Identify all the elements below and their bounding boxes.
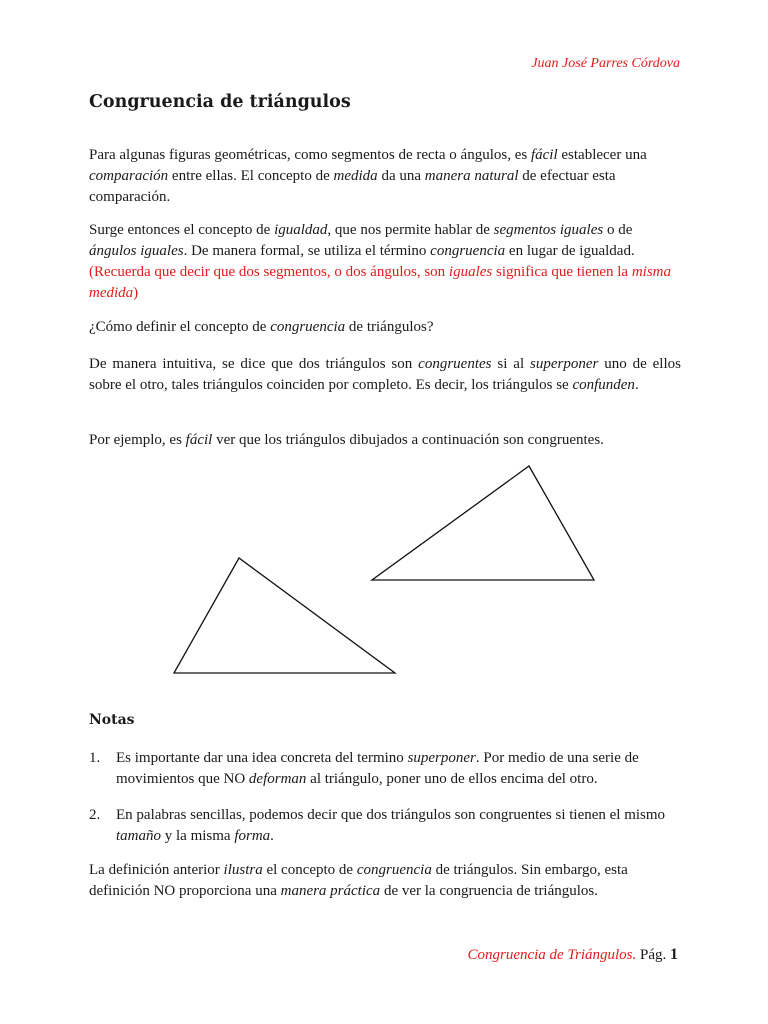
page-title: Congruencia de triángulos [89,92,351,112]
footer-page-label: Pág. [636,947,670,963]
author-name: Juan José Parres Córdova [531,56,680,71]
reminder-note: (Recuerda que decir que dos segmentos, o dos ángulos, son iguales significa que tienen la misma medida) [89,264,671,301]
note-number: 1. [89,750,101,766]
triangle-lower [174,558,395,673]
paragraph-question: ¿Cómo definir el concepto de congruencia de triángulos? [89,319,434,335]
note-text: En palabras sencillas, podemos decir que dos triángulos son congruentes si tienen el mismo tamaño y la misma forma. [116,807,666,844]
page-footer [467,946,678,964]
paragraph-conclusion: La definición anterior ilustra el concepto de congruencia de triángulos. Sin embargo, esta definición NO proporciona una manera práctica de ver la congruencia de triángulos. [89,862,628,899]
page-number: 1 [670,946,678,963]
paragraph-equality: Surge entonces el concepto de igualdad, que nos permite hablar de segmentos iguales o de ángulos iguales. De manera formal, se utiliza el término congruencia en lugar de igualdad.(Recuerda que decir que dos segmentos, o dos ángulos, son iguales significa que tienen la misma medida) [89,222,671,301]
paragraph-intro: Para algunas figuras geométricas, como segmentos de recta o ángulos, es fácil establecer una comparación entre ellas. El concepto de medida da una manera natural de efectuar esta comparación. [89,147,647,205]
note-number: 2. [89,807,101,823]
triangle-upper [372,466,594,580]
paragraph-example: Por ejemplo, es fácil ver que los triángulos dibujados a continuación son congruentes. [89,432,604,448]
footer-title: Congruencia de Triángulos. [467,947,637,963]
notes-heading: Notas [89,712,135,728]
note-text: Es importante dar una idea concreta del termino superponer. Por medio de una serie de movimientos que NO deforman al triángulo, poner uno de ellos encima del otro. [116,750,639,787]
paragraph-intuition: De manera intuitiva, se dice que dos triángulos son congruentes si al superponer uno de ellos sobre el otro, tales triángulos coinciden por completo. Es decir, los triángulos se confunden. [89,356,681,393]
